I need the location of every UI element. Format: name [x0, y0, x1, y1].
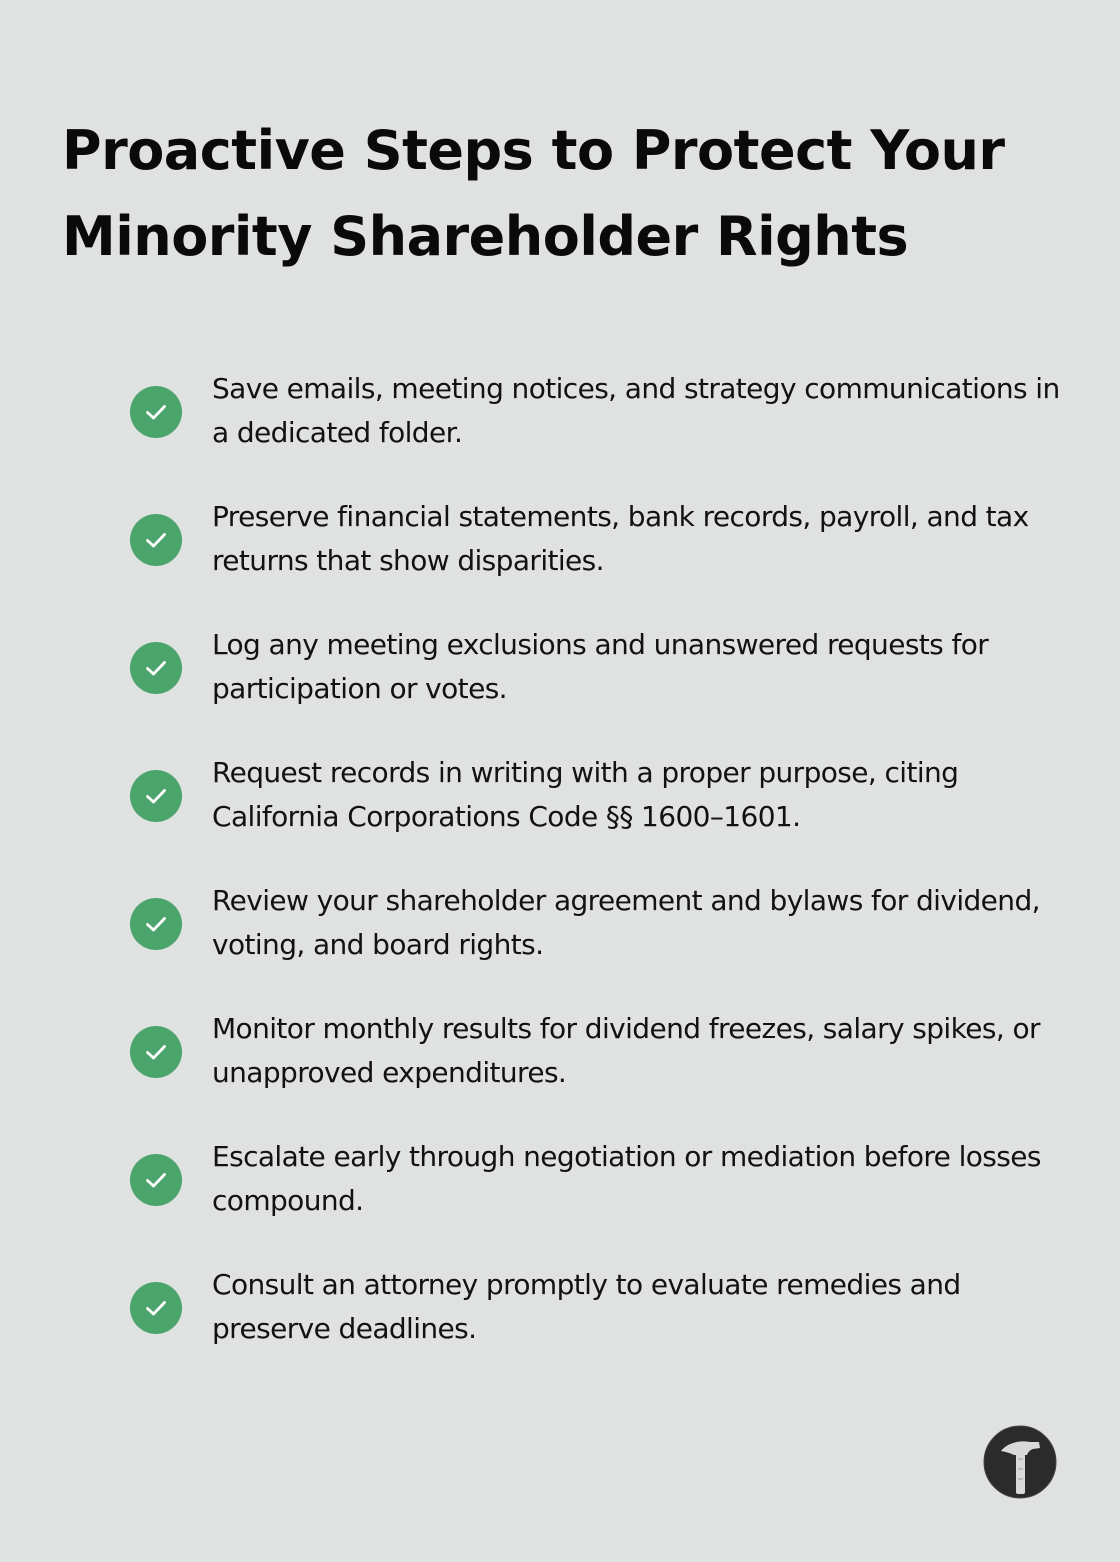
step-text: Log any meeting exclusions and unanswered requests for participation or votes. — [212, 628, 989, 705]
list-item — [130, 623, 1070, 751]
check-circle-icon — [130, 386, 182, 438]
list-item — [130, 879, 1070, 1007]
list-item — [130, 1263, 1070, 1391]
check-circle-icon — [130, 1154, 182, 1206]
check-circle-icon — [130, 1026, 182, 1078]
step-text: Monitor monthly results for dividend freezes, salary spikes, or unapproved expenditures. — [212, 1012, 1040, 1089]
list-item — [130, 495, 1070, 623]
check-circle-icon — [130, 642, 182, 694]
step-text: Review your shareholder agreement and bylaws for dividend, voting, and board rights. — [212, 884, 1040, 961]
page-title: Proactive Steps to Protect Your Minority Shareholder Rights — [62, 119, 1005, 268]
check-circle-icon — [130, 898, 182, 950]
step-text: Request records in writing with a proper purpose, citing California Corporations Code §§ 1600–1601. — [212, 756, 959, 833]
step-text: Escalate early through negotiation or mediation before losses compound. — [212, 1140, 1041, 1217]
step-text: Consult an attorney promptly to evaluate remedies and preserve deadlines. — [212, 1268, 961, 1345]
list-item — [130, 751, 1070, 879]
list-item — [130, 1007, 1070, 1135]
step-text: Save emails, meeting notices, and strategy communications in a dedicated folder. — [212, 372, 1060, 449]
steps-checklist — [130, 367, 1070, 1391]
list-item — [130, 1135, 1070, 1263]
step-text: Preserve financial statements, bank records, payroll, and tax returns that show disparities. — [212, 500, 1029, 577]
check-circle-icon — [130, 514, 182, 566]
list-item — [130, 367, 1070, 495]
check-circle-icon — [130, 770, 182, 822]
hammer-logo-icon — [983, 1425, 1057, 1499]
check-circle-icon — [130, 1282, 182, 1334]
